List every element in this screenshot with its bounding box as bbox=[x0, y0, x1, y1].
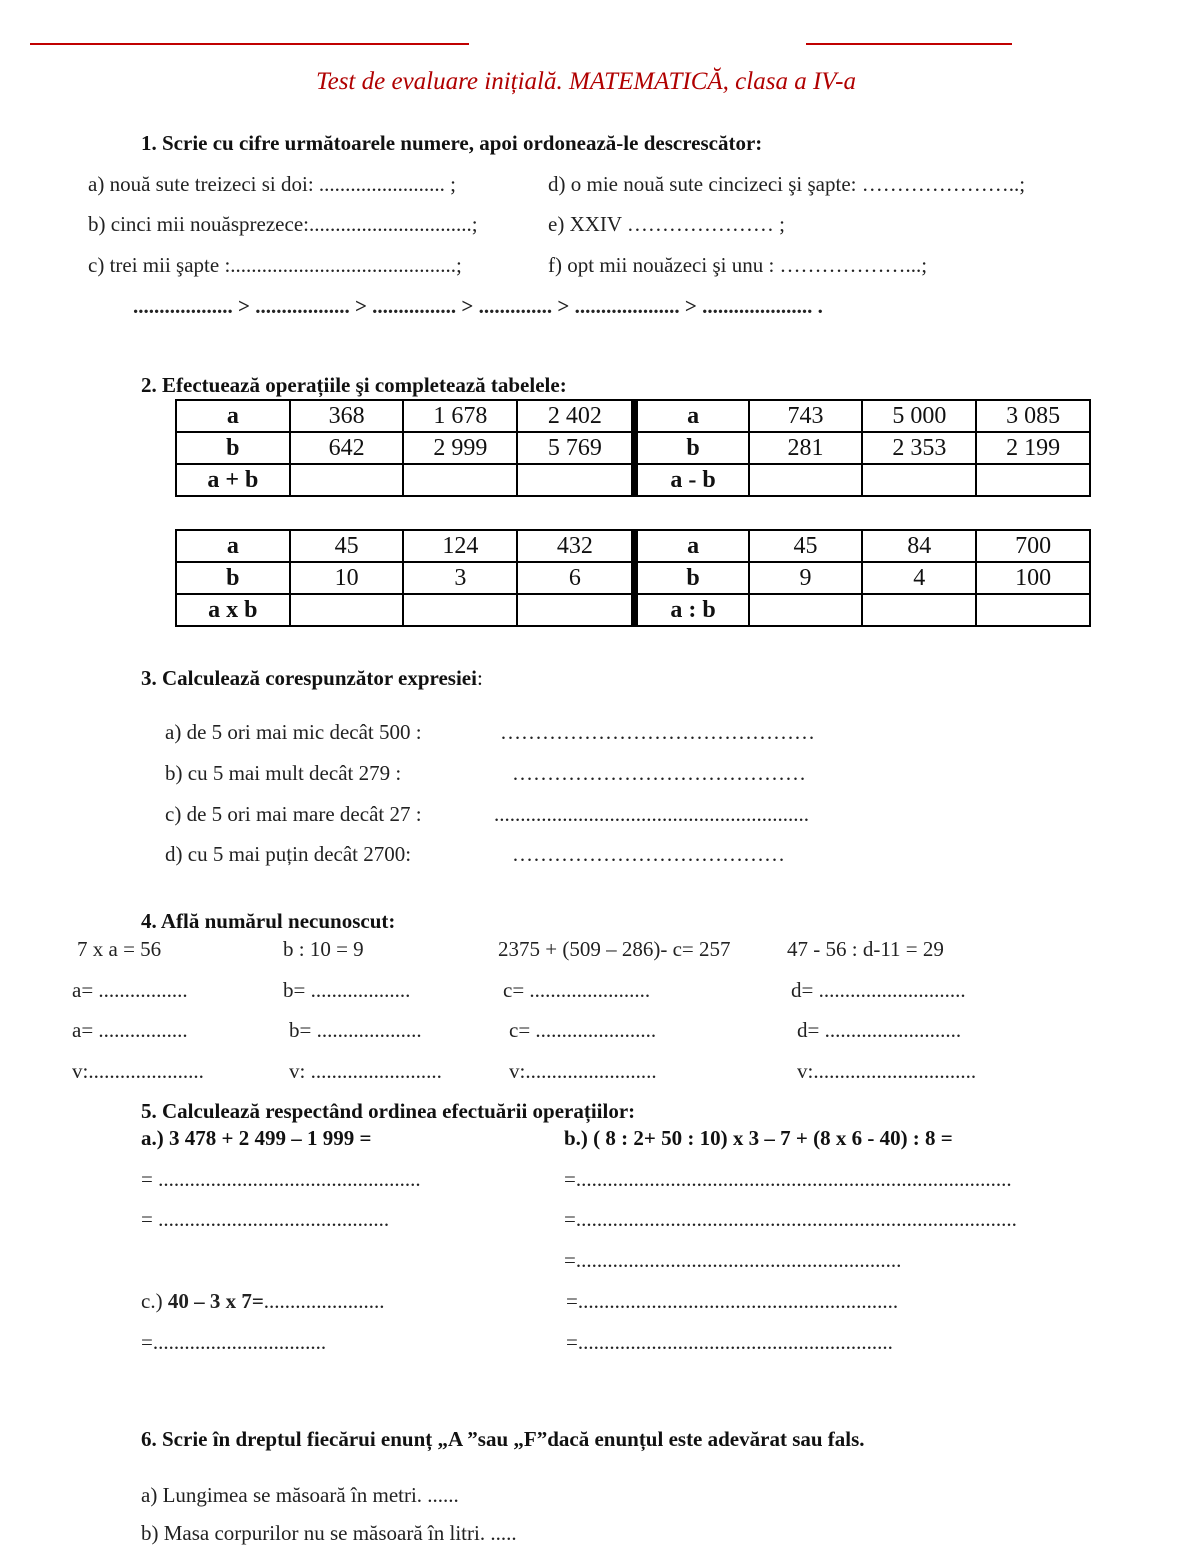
ex1-item-a: a) nouă sute treizeci si doi: ........................ ; bbox=[88, 172, 457, 196]
answer-cell[interactable] bbox=[862, 464, 976, 496]
ex4-step2-a: a= ................. bbox=[72, 1018, 188, 1042]
table-cell: a bbox=[176, 530, 290, 562]
ex4-equation-1: 7 x a = 56 bbox=[77, 937, 162, 961]
table-cell: 3 085 bbox=[976, 400, 1090, 432]
ex3-answer-c: ............................................................ bbox=[494, 802, 809, 826]
ex4-verify-a: v:...................... bbox=[72, 1059, 204, 1083]
answer-cell[interactable] bbox=[976, 594, 1090, 626]
ex1-heading: 1. Scrie cu cifre următoarele numere, apoi ordonează-le descrescător: bbox=[141, 131, 763, 155]
table-cell: a bbox=[176, 400, 290, 432]
answer-cell[interactable] bbox=[749, 464, 863, 496]
table-cell: a x b bbox=[176, 594, 290, 626]
ex4-step1-d: d= ............................ bbox=[791, 978, 966, 1002]
table-cell: 6 bbox=[517, 562, 635, 594]
table-cell: 1 678 bbox=[403, 400, 517, 432]
answer-cell[interactable] bbox=[290, 594, 404, 626]
ex4-heading: 4. Află numărul necunoscut: bbox=[141, 909, 396, 933]
ex1-item-d: d) o mie nouă sute cincizeci şi şapte: …………………..; bbox=[548, 172, 1026, 196]
ex3-item-b: b) cu 5 mai mult decât 279 : bbox=[165, 761, 402, 785]
table-cell: 45 bbox=[749, 530, 863, 562]
answer-cell[interactable] bbox=[976, 464, 1090, 496]
ex4-verify-b: v: ......................... bbox=[289, 1059, 442, 1083]
answer-cell[interactable] bbox=[517, 594, 635, 626]
table-cell: 5 000 bbox=[862, 400, 976, 432]
ex1-order-line: ................... > .................. > ................ > .............. > .................... > ..................... . bbox=[133, 294, 823, 318]
table-cell: a - b bbox=[635, 464, 749, 496]
ex1-item-e: e) XXIV ………………… ; bbox=[548, 212, 786, 236]
table-cell: 100 bbox=[976, 562, 1090, 594]
ex5-item-c bbox=[141, 1289, 385, 1314]
ex6-heading: 6. Scrie în dreptul fiecărui enunț „A ”sau „F”dacă enunțul este adevărat sau fals. bbox=[141, 1427, 865, 1451]
ex5-b-step1: =................................................................................... bbox=[564, 1167, 1012, 1191]
table-cell: 84 bbox=[862, 530, 976, 562]
table-cell: 368 bbox=[290, 400, 404, 432]
table-cell: 743 bbox=[749, 400, 863, 432]
ex5-b-step4: =............................................................. bbox=[566, 1289, 899, 1313]
answer-cell[interactable] bbox=[749, 594, 863, 626]
ex2-table-multiplication-division bbox=[175, 529, 1091, 627]
answer-cell[interactable] bbox=[403, 594, 517, 626]
ex5-c-prefix: c.) bbox=[141, 1289, 163, 1313]
ex3-heading-colon: : bbox=[476, 666, 483, 690]
ex5-b-step2: =.................................................................................... bbox=[564, 1207, 1017, 1231]
ex5-heading: 5. Calculează respectând ordinea efectuării operațiilor: bbox=[141, 1099, 636, 1123]
answer-cell[interactable] bbox=[290, 464, 404, 496]
ex3-item-a: a) de 5 ori mai mic decât 500 : bbox=[165, 720, 422, 744]
table-cell: a bbox=[635, 530, 749, 562]
ex2-heading: 2. Efectuează operațiile şi completează tabelele: bbox=[141, 373, 567, 397]
table-cell: 2 999 bbox=[403, 432, 517, 464]
table-row bbox=[176, 530, 1090, 562]
ex4-step2-d: d= .......................... bbox=[797, 1018, 962, 1042]
ex6-item-a: a) Lungimea se măsoară în metri. ...... bbox=[141, 1483, 459, 1507]
table-row bbox=[176, 464, 1090, 496]
table-cell: 5 769 bbox=[517, 432, 635, 464]
table-cell: a : b bbox=[635, 594, 749, 626]
ex3-answer-a: ……………………………………… bbox=[500, 720, 815, 744]
ex4-step1-a: a= ................. bbox=[72, 978, 188, 1002]
table-row bbox=[176, 594, 1090, 626]
ex5-item-b: b.) ( 8 : 2+ 50 : 10) x 3 – 7 + (8 x 6 - 40) : 8 = bbox=[564, 1126, 953, 1150]
ex5-a-step2: = ............................................ bbox=[141, 1207, 390, 1231]
ex4-step1-c: c= ....................... bbox=[503, 978, 651, 1002]
table-cell: a bbox=[635, 400, 749, 432]
ex4-verify-c: v:......................... bbox=[509, 1059, 657, 1083]
ex5-b-step5: =............................................................ bbox=[566, 1330, 893, 1354]
table-cell: 2 353 bbox=[862, 432, 976, 464]
ex1-item-c: c) trei mii şapte :...........................................; bbox=[88, 253, 462, 277]
ex5-a-step1: = .................................................. bbox=[141, 1167, 421, 1191]
table-cell: 124 bbox=[403, 530, 517, 562]
table-cell: b bbox=[176, 562, 290, 594]
table-cell: 281 bbox=[749, 432, 863, 464]
table-cell: 9 bbox=[749, 562, 863, 594]
table-cell: 10 bbox=[290, 562, 404, 594]
table-cell: b bbox=[635, 562, 749, 594]
ex4-verify-d: v:............................... bbox=[797, 1059, 977, 1083]
table-cell: 700 bbox=[976, 530, 1090, 562]
page-title: Test de evaluare inițială. MATEMATICĂ, clasa a IV-a bbox=[316, 68, 856, 95]
header-rule-left bbox=[30, 43, 469, 45]
table-row bbox=[176, 432, 1090, 464]
ex4-step2-c: c= ....................... bbox=[509, 1018, 657, 1042]
ex3-heading-wrap bbox=[141, 666, 483, 691]
ex4-step2-b: b= .................... bbox=[289, 1018, 422, 1042]
ex5-item-a: a.) 3 478 + 2 499 – 1 999 = bbox=[141, 1126, 372, 1150]
ex1-item-b: b) cinci mii nouăsprezece:...............................; bbox=[88, 212, 478, 236]
table-cell: b bbox=[176, 432, 290, 464]
ex3-heading: 3. Calculează corespunzător expresiei bbox=[141, 666, 477, 690]
ex4-equation-2: b : 10 = 9 bbox=[283, 937, 364, 961]
ex4-equation-3: 2375 + (509 – 286)- c= 257 bbox=[498, 937, 731, 961]
answer-cell[interactable] bbox=[403, 464, 517, 496]
ex5-b-step3: =.............................................................. bbox=[564, 1248, 902, 1272]
table-cell: 4 bbox=[862, 562, 976, 594]
header-rule-right bbox=[806, 43, 1012, 45]
ex1-item-f: f) opt mii nouăzeci şi unu : ………………...; bbox=[548, 253, 928, 277]
ex3-item-c: c) de 5 ori mai mare decât 27 : bbox=[165, 802, 422, 826]
ex3-answer-d: ………………………………… bbox=[512, 842, 785, 866]
table-cell: b bbox=[635, 432, 749, 464]
ex3-item-d: d) cu 5 mai puțin decât 2700: bbox=[165, 842, 412, 866]
ex5-c-dots: ....................... bbox=[263, 1289, 385, 1313]
answer-cell[interactable] bbox=[517, 464, 635, 496]
ex5-c-step1: =................................. bbox=[141, 1330, 327, 1354]
ex4-equation-4: 47 - 56 : d-11 = 29 bbox=[787, 937, 944, 961]
table-cell: 2 199 bbox=[976, 432, 1090, 464]
table-row bbox=[176, 400, 1090, 432]
table-cell: a + b bbox=[176, 464, 290, 496]
ex4-step1-b: b= ................... bbox=[283, 978, 411, 1002]
table-cell: 3 bbox=[403, 562, 517, 594]
answer-cell[interactable] bbox=[862, 594, 976, 626]
table-cell: 2 402 bbox=[517, 400, 635, 432]
table-cell: 642 bbox=[290, 432, 404, 464]
ex3-answer-b: …………………………………… bbox=[512, 761, 806, 785]
table-cell: 45 bbox=[290, 530, 404, 562]
table-cell: 432 bbox=[517, 530, 635, 562]
ex2-table-addition-subtraction bbox=[175, 399, 1091, 497]
table-row bbox=[176, 562, 1090, 594]
ex6-item-b: b) Masa corpurilor nu se măsoară în litri. ..... bbox=[141, 1521, 517, 1545]
ex5-c-expression: 40 – 3 x 7= bbox=[167, 1289, 264, 1313]
